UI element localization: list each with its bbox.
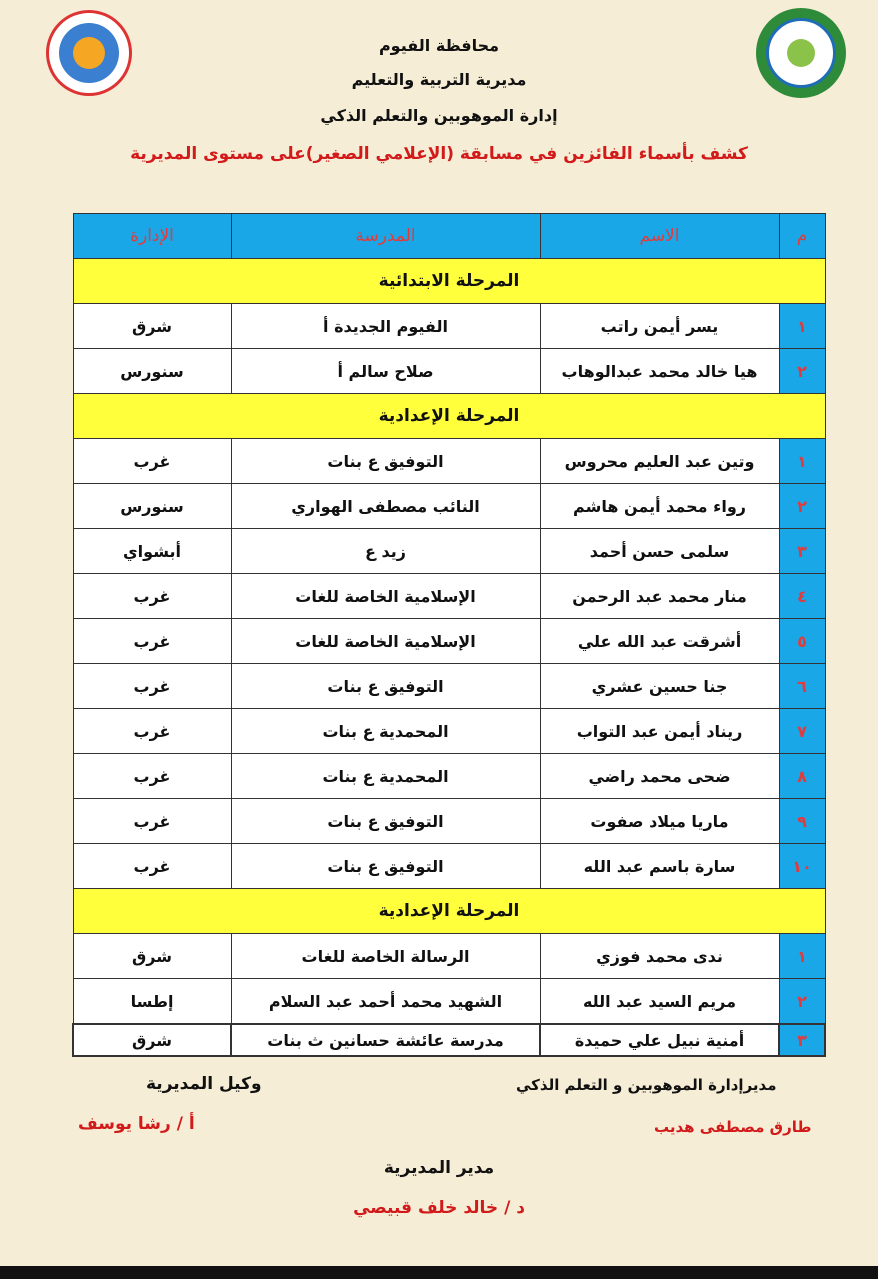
name-cell: هيا خالد محمد عبدالوهاب — [540, 349, 779, 394]
num: ١ — [779, 439, 825, 484]
header-num: م — [779, 214, 825, 259]
director-name: د / خالد خلف قبيصي — [353, 1198, 525, 1218]
name-cell: وتين عبد العليم محروس — [540, 439, 779, 484]
table-row — [73, 1024, 825, 1056]
manager-name: طارق مصطفى هديب — [654, 1118, 812, 1136]
admin-cell: غرب — [73, 574, 231, 619]
num: ٩ — [779, 799, 825, 844]
header-admin: الإدارة — [73, 214, 231, 259]
name-cell: ريناد أيمن عبد التواب — [540, 709, 779, 754]
winners-table — [72, 213, 826, 1057]
table-row — [73, 619, 825, 664]
admin-cell: سنورس — [73, 349, 231, 394]
header-school: المدرسة — [231, 214, 540, 259]
num: ٣ — [779, 529, 825, 574]
section-row — [73, 889, 825, 934]
name-cell: سلمى حسن أحمد — [540, 529, 779, 574]
school-cell: الإسلامية الخاصة للغات — [231, 619, 540, 664]
section-title: المرحلة الابتدائية — [73, 259, 825, 304]
deputy-title: وكيل المديرية — [146, 1074, 262, 1094]
num: ٧ — [779, 709, 825, 754]
name-cell: ندى محمد فوزي — [540, 934, 779, 979]
school-cell: الإسلامية الخاصة للغات — [231, 574, 540, 619]
name-cell: جنا حسين عشري — [540, 664, 779, 709]
school-cell: التوفيق ع بنات — [231, 844, 540, 889]
num: ٨ — [779, 754, 825, 799]
num: ٤ — [779, 574, 825, 619]
governorate-label: محافظة الفيوم — [378, 36, 500, 55]
admin-cell: سنورس — [73, 484, 231, 529]
num: ٥ — [779, 619, 825, 664]
table-row — [73, 934, 825, 979]
table-header-row — [73, 214, 825, 259]
director-title: مدير المديرية — [383, 1158, 495, 1178]
table-row — [73, 439, 825, 484]
bottom-bar — [0, 1266, 878, 1279]
table-row — [73, 664, 825, 709]
name-cell: أشرقت عبد الله علي — [540, 619, 779, 664]
school-cell: المحمدية ع بنات — [231, 709, 540, 754]
admin-cell: أبشواي — [73, 529, 231, 574]
directorate-label: مديرية التربية والتعليم — [351, 70, 527, 89]
table-row — [73, 574, 825, 619]
manager-title: مديرإدارة الموهوبين و التعلم الذكي — [516, 1076, 777, 1094]
table-row — [73, 709, 825, 754]
name-cell: يسر أيمن راتب — [540, 304, 779, 349]
department-label: إدارة الموهوبين والتعلم الذكي — [320, 106, 558, 125]
name-cell: ماريا ميلاد صفوت — [540, 799, 779, 844]
table-row — [73, 754, 825, 799]
admin-cell: شرق — [73, 934, 231, 979]
school-cell: المحمدية ع بنات — [231, 754, 540, 799]
num: ٢ — [779, 979, 825, 1025]
name-cell: منار محمد عبد الرحمن — [540, 574, 779, 619]
table-row — [73, 304, 825, 349]
num: ٢ — [779, 349, 825, 394]
school-cell: النائب مصطفى الهواري — [231, 484, 540, 529]
table-row — [73, 799, 825, 844]
section-row — [73, 394, 825, 439]
section-title: المرحلة الإعدادية — [73, 889, 825, 934]
table-row — [73, 349, 825, 394]
school-cell: زيد ع — [231, 529, 540, 574]
school-cell: صلاح سالم أ — [231, 349, 540, 394]
admin-cell: إطسا — [73, 979, 231, 1025]
name-cell: أمنية نبيل علي حميدة — [540, 1024, 779, 1056]
deputy-name: أ / رشا يوسف — [78, 1114, 195, 1134]
table-row — [73, 529, 825, 574]
admin-cell: غرب — [73, 619, 231, 664]
admin-cell: غرب — [73, 799, 231, 844]
admin-cell: شرق — [73, 1024, 231, 1056]
name-cell: رواء محمد أيمن هاشم — [540, 484, 779, 529]
num: ١ — [779, 934, 825, 979]
name-cell: ضحى محمد راضي — [540, 754, 779, 799]
num: ٦ — [779, 664, 825, 709]
school-cell: الفيوم الجديدة أ — [231, 304, 540, 349]
school-cell: التوفيق ع بنات — [231, 799, 540, 844]
school-cell: الشهيد محمد أحمد عبد السلام — [231, 979, 540, 1025]
admin-cell: غرب — [73, 844, 231, 889]
name-cell: مريم السيد عبد الله — [540, 979, 779, 1025]
header-name: الاسم — [540, 214, 779, 259]
admin-cell: غرب — [73, 709, 231, 754]
num: ١ — [779, 304, 825, 349]
admin-cell: غرب — [73, 664, 231, 709]
section-title: المرحلة الإعدادية — [73, 394, 825, 439]
admin-cell: غرب — [73, 439, 231, 484]
school-cell: الرسالة الخاصة للغات — [231, 934, 540, 979]
admin-cell: شرق — [73, 304, 231, 349]
table-row — [73, 484, 825, 529]
num: ٢ — [779, 484, 825, 529]
school-cell: مدرسة عائشة حسانين ث بنات — [231, 1024, 540, 1056]
school-cell: التوفيق ع بنات — [231, 439, 540, 484]
num: ٣ — [779, 1024, 825, 1056]
name-cell: سارة باسم عبد الله — [540, 844, 779, 889]
table-row — [73, 844, 825, 889]
num: ١٠ — [779, 844, 825, 889]
table-row — [73, 979, 825, 1025]
school-cell: التوفيق ع بنات — [231, 664, 540, 709]
document-title: كشف بأسماء الفائزين في مسابقة (الإعلامي الصغير)على مستوى المديرية — [130, 144, 748, 164]
admin-cell: غرب — [73, 754, 231, 799]
section-row — [73, 259, 825, 304]
